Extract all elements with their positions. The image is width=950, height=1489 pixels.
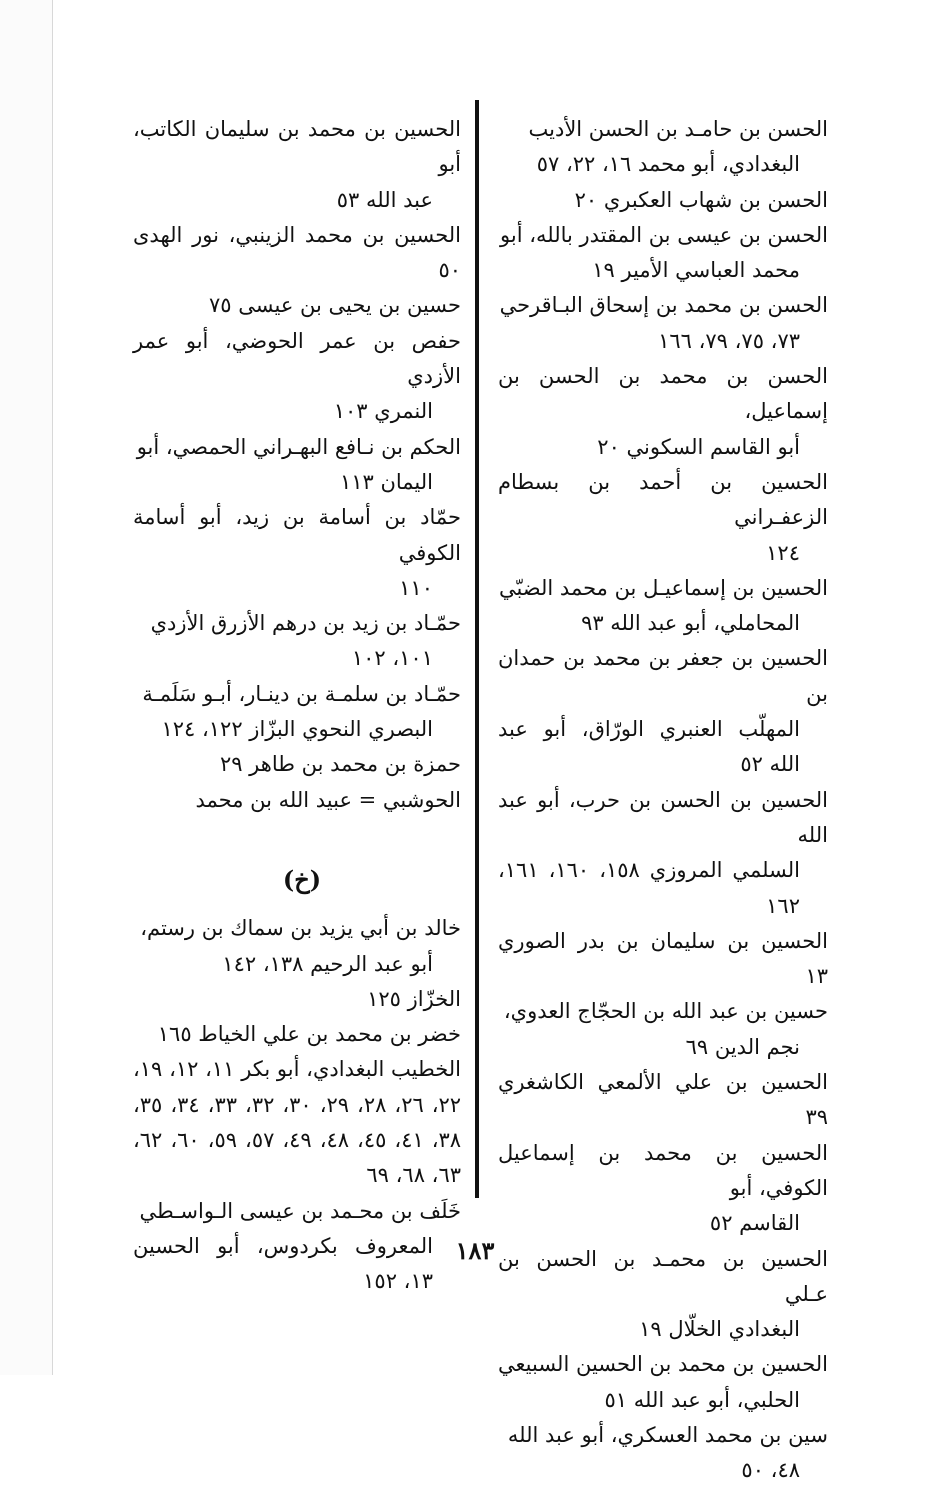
index-entry [498, 1065, 828, 1136]
index-entry-text: حمّـاد بن سلمـة بن دينـار، أبـو سَلَمـة [142, 681, 461, 706]
index-entry [498, 359, 828, 465]
index-entry-continuation: الحلبي، أبو عبد الله ٥١ [604, 1387, 800, 1412]
index-entry [133, 324, 461, 430]
index-column-left [133, 112, 461, 1300]
index-entry-text: حسين بن عبد الله بن الحجّاج العدوي، [503, 999, 828, 1024]
index-entry [498, 218, 828, 289]
index-entry [133, 606, 461, 677]
index-entry-continuation: ١٠١، ١٠٢ [351, 646, 433, 671]
index-entry-text: الحسن بن شهاب العكبري ٢٠ [574, 187, 828, 212]
index-entry [498, 1418, 828, 1489]
index-entry [498, 288, 828, 359]
section-heading: (خ) [282, 864, 322, 894]
index-entry-text: الحسين بن علي الألمعي الكاشغري ٣٩ [498, 1070, 828, 1130]
index-entry-continuation: البصري النحوي البزّاز ١٢٢، ١٢٤ [161, 717, 433, 742]
index-entry [498, 641, 828, 782]
index-entry-continuation: ٧٣، ٧٥، ٧٩، ١٦٦ [658, 328, 800, 353]
index-entry-text: الحسين بن محمد الزينبي، نور الهدى ٥٠ [133, 222, 461, 283]
index-entry [133, 677, 461, 748]
index-entry [133, 500, 461, 606]
index-entry-text: خالد بن أبي يزيد بن سماك بن رستم، [140, 916, 461, 941]
index-entry-text: حمّـاد بن زيد بن درهم الأزرق الأزدي [150, 611, 461, 636]
page-binding-edge [0, 0, 53, 1375]
index-entry [133, 288, 461, 323]
index-entry-text: حسين بن يحيى بن عيسى ٧٥ [209, 293, 461, 318]
index-entry [498, 112, 828, 183]
index-entry [498, 783, 828, 924]
index-entry [498, 571, 828, 642]
index-entry [133, 218, 461, 289]
index-entry [133, 1017, 461, 1052]
index-entry [133, 911, 461, 982]
index-entry-continuation: أبو عبد الرحيم ١٣٨، ١٤٢ [222, 951, 433, 976]
index-entry-continuation: السلمي المروزي ١٥٨، ١٦٠، ١٦١، ١٦٢ [498, 858, 800, 918]
index-entry-text: الحسن بن عيسى بن المقتدر بالله، أبو [500, 222, 828, 247]
index-entry-text: الحسين بن إسماعيـل بن محمد الضبّي [498, 575, 828, 600]
index-entry [133, 783, 461, 818]
index-entry [498, 994, 828, 1065]
index-column-right [498, 112, 828, 1489]
index-entry-text: الخطيب البغدادي، أبو بكر ١١، ١٢، ١٩، ٢٢، ٢٦، ٢٨، ٢٩، ٣٠، ٣٢، ٣٣، ٣٤، ٣٥، ٣٨، ٤١، ٤٥، ٤٨، ٤٩، ٥٧، ٥٩، ٦٠، ٦٢، ٦٣، ٦٨، ٦٩ [133, 1057, 462, 1188]
index-entry [133, 1052, 461, 1193]
index-entry-continuation: محمد العباسي الأمير ١٩ [592, 258, 800, 283]
index-entry-text: الخزّاز ١٢٥ [367, 986, 461, 1011]
index-entry-text: الحسين بن محمد بن الحسين السبيعي [498, 1352, 828, 1377]
index-entry-text: الحسين بن محمـد بن الحسن بن عـلي [498, 1246, 828, 1306]
index-entry-text: الحسين بن محمد بن سليمان الكاتب، أبو [133, 117, 461, 177]
index-entry-text: حفص بن عمر الحوضي، أبو عمر الأزدي [133, 328, 461, 389]
index-entry [498, 924, 828, 995]
index-entry-text: الحسن بن حامـد بن الحسن الأديب [528, 117, 828, 141]
index-entry-continuation: البغدادي الخلّال ١٩ [639, 1317, 800, 1342]
index-entry-text: الحسين بن أحمد بن بسطام الزعفـراني [498, 469, 828, 530]
index-entry-text: الحسن بن محمد بن الحسن بن إسماعيل، [498, 364, 828, 424]
index-entry-continuation: عبد الله ٥٣ [336, 187, 433, 212]
index-entry-continuation: أبو القاسم السكوني ٢٠ [597, 434, 800, 459]
index-entry [498, 1136, 828, 1242]
index-entry-text: سين بن محمد العسكري، أبو عبد الله [507, 1422, 828, 1447]
index-entry-continuation: البغدادي، أبو محمد ١٦، ٢٢، ٥٧ [536, 152, 800, 177]
index-entry [133, 430, 461, 501]
index-entry [133, 747, 461, 782]
index-entry-continuation: ١١٠ [399, 575, 433, 600]
column-divider [475, 100, 479, 1198]
index-entry-text: الحسين بن الحسن بن حرب، أبو عبد الله [498, 787, 828, 847]
index-entry-continuation: ٤٨، ٥٠ [741, 1458, 800, 1483]
index-entry-continuation: اليمان ١١٣ [339, 469, 433, 494]
index-entry-text: الحسين بن محمد بن إسماعيل الكوفي، أبو [498, 1140, 828, 1200]
page-number: ١٨٣ [455, 1236, 495, 1265]
index-entry [133, 112, 461, 218]
index-entry-text: الحسين بن جعفر بن محمد بن حمدان بن [498, 646, 828, 706]
index-entry-continuation: المهلّب العنبري الورّاق، أبو عبد الله ٥٢ [498, 717, 800, 777]
index-entry [498, 1347, 828, 1418]
index-entry-continuation: ١٢٤ [766, 540, 800, 565]
index-entry-text: الحسن بن محمد بن إسحاق البـاقرحي [499, 293, 828, 318]
index-entry-continuation: القاسم ٥٢ [709, 1211, 800, 1236]
index-entry [133, 982, 461, 1017]
index-entry-text: الحكم بن نـافع البهـراني الحمصي، أبو [136, 434, 461, 459]
index-entry-text: خضر بن محمد بن علي الخياط ١٦٥ [157, 1022, 461, 1047]
index-entry-continuation: النمري ١٠٣ [333, 399, 433, 424]
index-entry-text: حمّاد بن أسامة بن زيد، أبو أسامة الكوفي [133, 505, 461, 565]
index-entry-text: الحوشبي = عبيد الله بن محمد [195, 787, 461, 812]
index-entry-text: الحسين بن سليمان بن بدر الصوري ١٣ [498, 928, 828, 989]
index-entry-text: خَلَف بن محـمد بن عيسى الـواسـطي [139, 1198, 461, 1223]
index-entry-continuation: المعروف بكردوس، أبو الحسين ١٣، ١٥٢ [133, 1233, 433, 1294]
index-entry-continuation: نجم الدين ٦٩ [685, 1034, 800, 1059]
index-entry [498, 465, 828, 571]
index-entry [498, 183, 828, 218]
index-entry-text: حمزة بن محمد بن طاهر ٢٩ [219, 752, 461, 777]
index-entry-continuation: المحاملي، أبو عبد الله ٩٣ [581, 611, 800, 636]
